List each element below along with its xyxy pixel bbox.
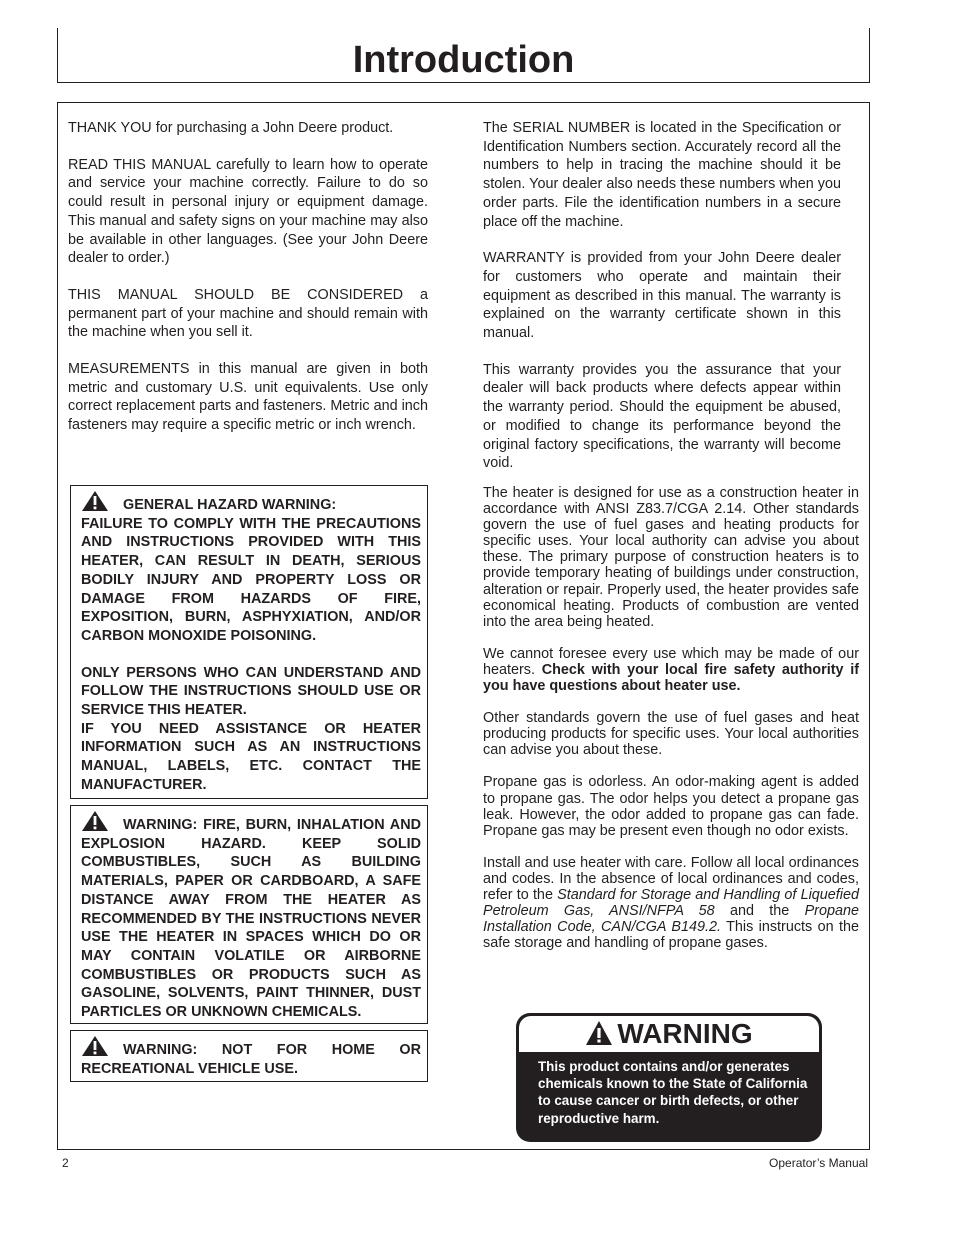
- other-standards-paragraph: Other standards govern the use of fuel gases and heat producing products for specific uses. Your local authorities can advise you about these.: [483, 710, 859, 759]
- propane-odor-paragraph: Propane gas is odorless. An odor-making agent is added to propane gas. The odor helps you detect a propane gas leak. However, the odor added to propane gas can fade. Propane gas may be present even though no odor exists.: [483, 774, 859, 839]
- ca-warning-title: WARNING: [617, 1018, 753, 1049]
- warning-triangle-icon: [585, 1020, 613, 1046]
- ca-warning-text: This product contains and/or generates chemicals known to the State of California to cause cancer or birth defects, or other reproductive harm.: [538, 1059, 808, 1126]
- manual-permanent-paragraph: THIS MANUAL SHOULD BE CONSIDERED a permanent part of your machine and should remain with the machine when you sell it.: [68, 286, 428, 341]
- general-hazard-text: FAILURE TO COMPLY WITH THE PRECAUTIONS AND INSTRUCTIONS PROVIDED WITH THIS HEATER, CAN RESULT IN DEATH, SERIOUS BODILY INJURY AND PROPERTY LOSS OR DAMAGE FROM HAZARDS OF FIRE, EXPOSITION, BURN, ASPHYXIATION, AND/OR CARBON MONOXIDE POISONING.: [81, 515, 421, 644]
- install-care-paragraph: Install and use heater with care. Follow all local ordinances and codes. In the absence of local ordinances and codes, refer to the Standard for Storage and Handling of Liquefied Petroleum Gas, ANSI/NFPA 58 and the Propane Installation Code, CAN/CGA B149.2. This instructs on the safe storage and handling of propane gases.: [483, 854, 859, 952]
- read-manual-paragraph: READ THIS MANUAL carefully to learn how to operate and service your machine correctly. Failure to do so could result in personal injury or equipment damage. This manual and safety signs on your machine may also be available in other languages. (See your John Deere dealer to order.): [68, 156, 428, 267]
- qualified-persons-text: ONLY PERSONS WHO CAN UNDERSTAND AND FOLLOW THE INSTRUCTIONS SHOULD USE OR SERVICE THIS HEATER.: [81, 664, 421, 719]
- foresee-use-paragraph: We cannot foresee every use which may be made of our heaters. Check with your local fire safety authority if you have questions about heater use.: [483, 645, 859, 695]
- right-column-bottom: [483, 485, 859, 951]
- right-column-top: [483, 119, 841, 473]
- measurements-paragraph: MEASUREMENTS in this manual are given in both metric and customary U.S. unit equivalents. Use only correct replacement parts and fasteners. Metric and inch fasteners may require a specific metric or inch wrench.: [68, 361, 428, 434]
- warranty-paragraph: WARRANTY is provided from your John Deere dealer for customers who operate and maintain their equipment as described in this manual. The warranty is explained on the warranty certificate shown in this manual.: [483, 250, 841, 342]
- california-warning-label: [516, 1013, 822, 1142]
- home-use-text: WARNING: NOT FOR HOME OR RECREATIONAL VEHICLE USE.: [81, 1042, 421, 1077]
- fire-hazard-warning-box: [70, 805, 428, 1024]
- left-column: [68, 119, 428, 435]
- page-number: 2: [62, 1156, 69, 1170]
- serial-number-paragraph: The SERIAL NUMBER is located in the Specification or Identification Numbers section. Accurately record all the numbers to help in tracing the machine should it be stolen. Your dealer also needs these numbers when you order parts. File the identification numbers in a secure place off the machine.: [483, 120, 841, 230]
- thank-you-paragraph: THANK YOU for purchasing a John Deere product.: [68, 120, 394, 136]
- ca-warning-header: [519, 1016, 819, 1052]
- header-box: [57, 28, 870, 83]
- page-title: Introduction: [352, 39, 575, 81]
- manual-name: Operator’s Manual: [769, 1156, 868, 1170]
- warranty-assurance-paragraph: This warranty provides you the assurance that your dealer will back products where defects appear within the warranty period. Should the equipment be abused, or modified to change its performance beyond the original factory specifications, the warranty will become void.: [483, 361, 841, 472]
- hazard-triangle-icon: [81, 1035, 109, 1057]
- general-hazard-title: GENERAL HAZARD WARNING:: [123, 497, 337, 513]
- assistance-text: IF YOU NEED ASSISTANCE OR HEATER INFORMATION SUCH AS AN INSTRUCTIONS MANUAL, LABELS, ETC. CONTACT THE MANUFACTURER.: [81, 720, 421, 793]
- general-hazard-warning-box: [70, 485, 428, 799]
- construction-heater-paragraph: The heater is designed for use as a construction heater in accordance with ANSI Z83.7/CGA 2.14. Other standards govern the use of fuel gases and heating products for specific uses. Your local authority can advise you about these. The primary purpose of construction heaters is to provide temporary heating of buildings under construction, alteration or repair. Properly used, the heater provides safe economical heating. Products of combustion are vented into the area being heated.: [483, 485, 859, 630]
- hazard-triangle-icon: [81, 810, 109, 832]
- hazard-triangle-icon: [81, 490, 109, 512]
- fire-hazard-text: WARNING: FIRE, BURN, INHALATION AND EXPLOSION HAZARD. KEEP SOLID COMBUSTIBLES, SUCH AS BUILDING MATERIALS, PAPER OR CARDBOARD, A SAFE DISTANCE AWAY FROM THE HEATER AS RECOMMENDED BY THE INSTRUCTIONS NEVER USE THE HEATER IN SPACES WHICH DO OR MAY CONTAIN VOLATILE OR AIRBORNE COMBUSTIBLES OR PRODUCTS SUCH AS GASOLINE, SOLVENTS, PAINT THINNER, DUST PARTICLES OR UNKNOWN CHEMICALS.: [81, 817, 421, 1021]
- home-use-warning-box: [70, 1030, 428, 1082]
